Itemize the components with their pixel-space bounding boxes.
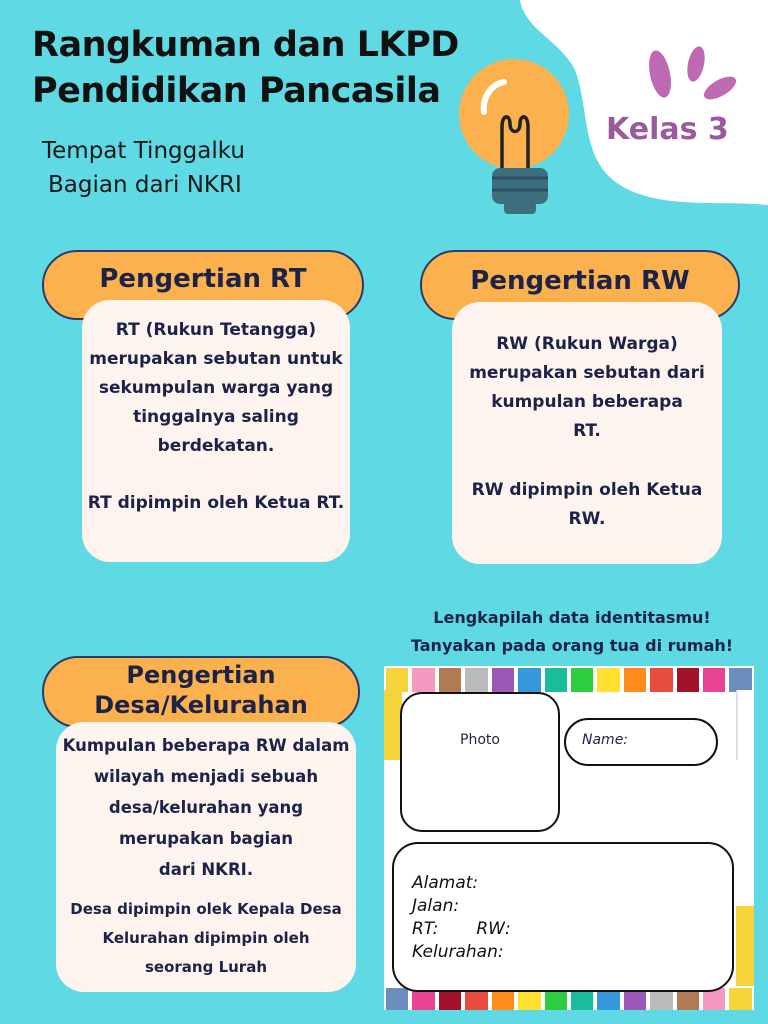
page-title: Rangkuman dan LKPD Pendidikan Pancasila xyxy=(32,25,459,111)
sparkle-rays-icon xyxy=(644,40,739,105)
rt-heading: Pengertian RT xyxy=(42,250,364,320)
light-bulb-icon xyxy=(452,52,582,222)
grade-label: Kelas 3 xyxy=(606,112,729,147)
side-pencil-right-bottom xyxy=(736,906,754,986)
page-subtitle: Tempat Tinggalku Bagian dari NKRI xyxy=(42,138,245,198)
rw-leader: RW dipimpin oleh Ketua RW. xyxy=(471,480,703,529)
rw-heading: Pengertian RW xyxy=(420,250,740,320)
address-field[interactable]: Alamat: Jalan: RT: RW: Kelurahan: xyxy=(392,842,734,992)
desa-definition-card: Kumpulan beberapa RW dalam wilayah menjadi sebuah desa/kelurahan yang merupakan bagian dari NKRI. Desa dipimpin olek Kepala Desa Kelurahan dipimpin oleh seorang Lurah xyxy=(56,722,356,992)
side-pencil-right xyxy=(736,690,754,760)
desa-leader: Desa dipimpin olek Kepala Desa Kelurahan dipimpin oleh seorang Lurah xyxy=(70,900,342,976)
rt-definition-card: RT (Rukun Tetangga) merupakan sebutan untuk sekumpulan warga yang tinggalnya saling berdekatan. RT dipimpin oleh Ketua RT. xyxy=(82,300,350,562)
colored-pencils-border xyxy=(384,668,754,692)
rw-definition-card: RW (Rukun Warga) merupakan sebutan dari kumpulan beberapa RT. RW dipimpin oleh Ketua RW. xyxy=(452,302,722,564)
desa-heading: Pengertian Desa/Kelurahan xyxy=(42,656,360,728)
name-field[interactable]: Name: xyxy=(564,718,718,766)
worksheet-instruction: Lengkapilah data identitasmu! Tanyakan pada orang tua di rumah! xyxy=(410,608,734,655)
photo-box[interactable]: Photo xyxy=(400,692,560,832)
rt-leader: RT dipimpin oleh Ketua RT. xyxy=(87,493,345,513)
identity-worksheet xyxy=(384,666,754,1010)
